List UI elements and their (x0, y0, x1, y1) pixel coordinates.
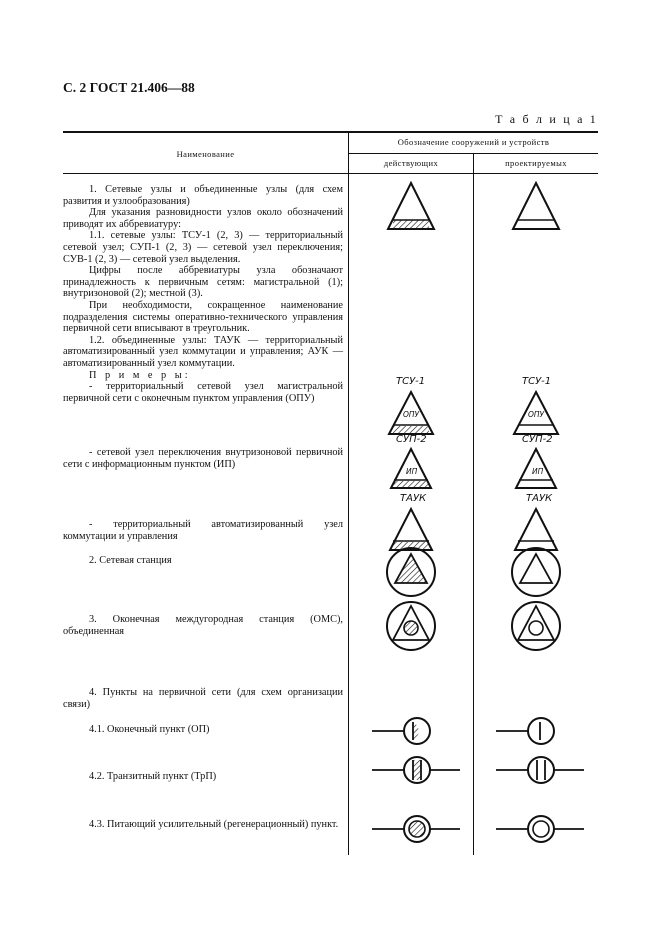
row-terminal-point (63, 724, 343, 736)
opu-label-planned: ОПУ (528, 410, 545, 419)
header-bottom-rule (63, 173, 598, 174)
para-8: - территориальный сетевой узел магистральной первичной сети с оконечным пунктом управления (ОПУ) (63, 381, 343, 404)
sup-label-planned: СУП-2 (522, 434, 553, 445)
terminal-point-existing-symbol (370, 714, 462, 748)
row-oms-text: 3. Оконечная междугородная станция (ОМС), объединенная (63, 614, 343, 637)
tauk-label-existing: ТАУК (400, 493, 427, 504)
row-station-text: 2. Сетевая станция (89, 555, 172, 566)
tauk-label-planned: ТАУК (526, 493, 553, 504)
ip-label-planned: ИП (532, 467, 544, 476)
table-top-rule (63, 131, 598, 133)
node-triangle-existing-symbol (381, 178, 441, 238)
row-sup-text: - сетевой узел переключения внутризоновой первичной сети с информационным пунктом (ИП) (63, 447, 343, 470)
row-amp-text: 4.3. Питающий усилительный (регенерационный) пункт. (89, 819, 339, 830)
para-2: Для указания разновидности узлов около обозначений приводят их аббревиатуру: (63, 207, 343, 230)
row-oms (63, 614, 343, 637)
network-station-planned-symbol (508, 544, 564, 600)
col-designation-header: Обозначение сооружений и устройств (397, 137, 550, 147)
para-3: 1.1. сетевые узлы: ТСУ-1 (2, 3) — территориальный сетевой узел; СУП-1 (2, 3) — сетевой узел переключения; СУВ-1 (2, 3) — сетевой узел выделения. (63, 230, 343, 265)
row-points-text: 4. Пункты на первичной сети (для схем организации связи) (63, 687, 343, 710)
col-existing-header: действующих (383, 158, 439, 168)
row-trp-text: 4.2. Транзитный пункт (ТрП) (89, 771, 217, 782)
row-op-text: 4.1. Оконечный пункт (ОП) (89, 724, 210, 735)
ip-label-existing: ИП (406, 467, 418, 476)
table-caption: Т а б л и ц а 1 (495, 112, 598, 126)
col-planned-header: проектируемых (505, 158, 567, 168)
tsu-label-existing: ТСУ-1 (396, 376, 426, 387)
para-1: 1. Сетевые узлы и объединенные узлы (для схем развития и узлообразования) (63, 184, 343, 207)
row-tauk-example (63, 519, 343, 542)
row-sup-example (63, 447, 343, 470)
terminal-point-planned-symbol (494, 714, 586, 748)
transit-point-existing-symbol (370, 753, 462, 787)
oms-station-planned-symbol (508, 598, 564, 654)
row-points (63, 687, 343, 710)
para-6: 1.2. объединенные узлы: ТАУК — территориальный автоматизированный узел коммутации и управления; АУК — автоматизированный узел коммутации. (63, 334, 343, 369)
network-station-existing-symbol (383, 544, 439, 600)
row-network-nodes (63, 184, 343, 404)
para-4: Цифры после аббревиатуры узла обозначают принадлежность к первичным сетям: магистральной (1); внутризоновой (2); местной (3). (63, 265, 343, 300)
para-5: При необходимости, сокращенное наименование подразделения системы оперативно-технического управления первичной сети вписывают в треугольник. (63, 299, 343, 335)
column-divider-2 (473, 153, 474, 855)
examples-heading: П р и м е р ы: (89, 369, 191, 381)
row-amplifier-point (63, 819, 343, 831)
row-network-station (63, 555, 343, 567)
column-divider (348, 131, 349, 855)
opu-label-existing: ОПУ (403, 410, 420, 419)
row-transit-point (63, 771, 343, 783)
node-triangle-planned-symbol (506, 178, 566, 238)
col-name-header: Наименование (176, 149, 235, 159)
transit-point-planned-symbol (494, 753, 586, 787)
page-header: С. 2 ГОСТ 21.406—88 (63, 80, 195, 95)
oms-station-existing-symbol (383, 598, 439, 654)
amplifier-point-existing-symbol (370, 812, 462, 846)
sup-label-existing: СУП-2 (396, 434, 427, 445)
amplifier-point-planned-symbol (494, 812, 586, 846)
row-tauk-text: - территориальный автоматизированный узел коммутации и управления (63, 519, 343, 542)
tsu-label-planned: ТСУ-1 (522, 376, 552, 387)
